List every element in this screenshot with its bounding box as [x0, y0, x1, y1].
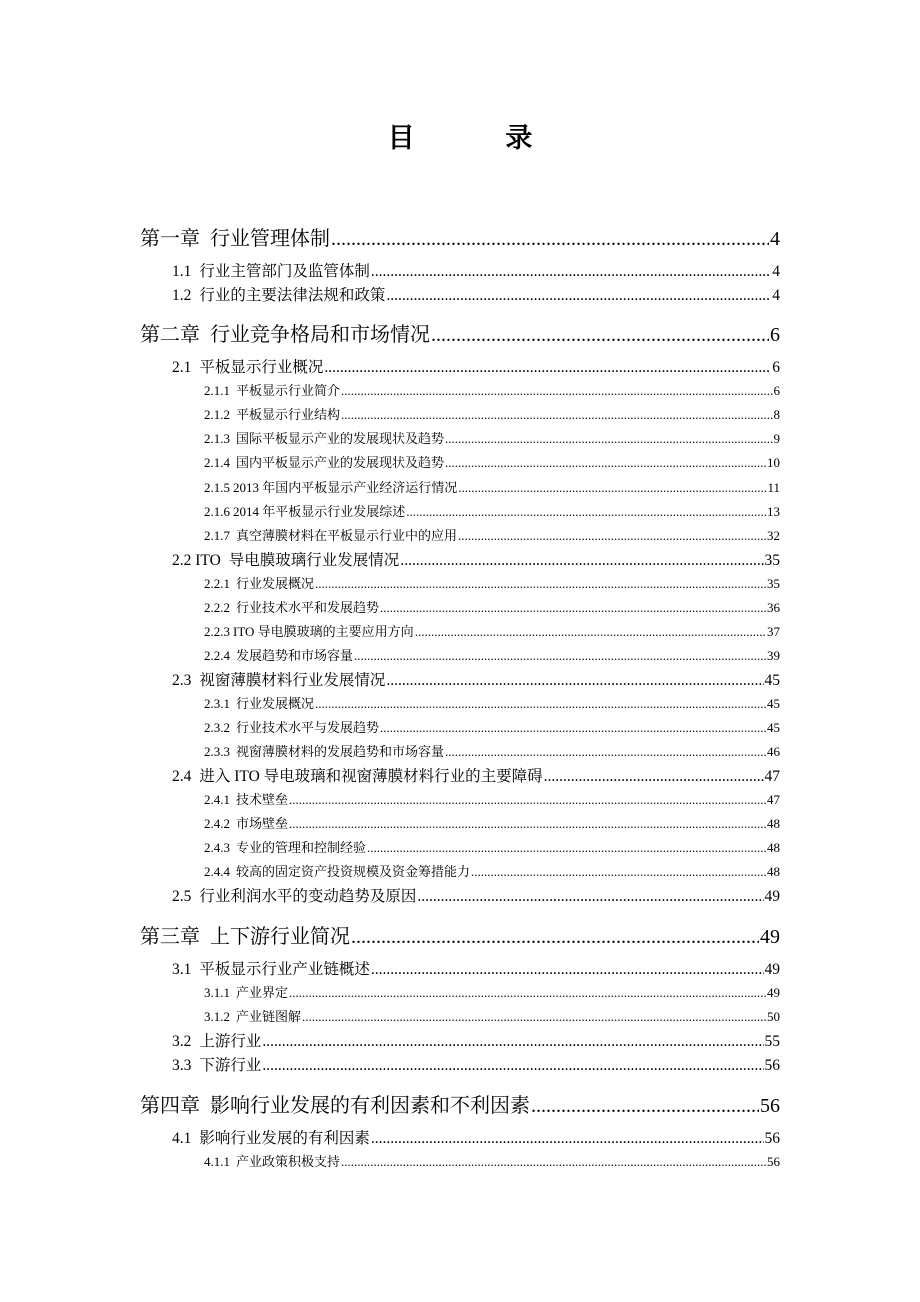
toc-entry-level-2[interactable] — [172, 668, 780, 690]
toc-entry-title: 专业的管理和控制经验 — [236, 840, 367, 855]
toc-entry-level-2[interactable] — [172, 1126, 780, 1148]
toc-entry-number: 2.2.3 — [204, 624, 230, 639]
toc-entry-number: 2.3 — [172, 672, 192, 689]
toc-entry-level-1[interactable] — [140, 318, 780, 347]
toc-entry-level-3[interactable] — [204, 1151, 780, 1170]
toc-entry-page-number: 13 — [767, 504, 780, 519]
toc-entry-number: 2.1.4 — [204, 455, 230, 470]
toc-entry-title: 真空薄膜材料在平板显示行业中的应用 — [236, 528, 458, 543]
toc-entry-title: 行业发展概况 — [236, 696, 315, 711]
toc-entry-number: 1.2 — [172, 287, 192, 304]
toc-entry-number: 第二章 — [140, 324, 200, 346]
toc-entry-title: 行业的主要法律法规和政策 — [199, 287, 386, 304]
toc-entry-level-3[interactable] — [204, 693, 780, 712]
toc-entry-page-number: 47 — [767, 792, 780, 807]
toc-entry-title: 平板显示行业结构 — [236, 407, 341, 422]
toc-entry-page-number: 48 — [767, 816, 780, 831]
toc-entry-title: 市场壁垒 — [236, 816, 289, 831]
toc-entry-page-number: 45 — [764, 672, 780, 689]
toc-entry-page-number: 9 — [773, 431, 780, 446]
toc-entry-page-number: 56 — [764, 1130, 780, 1147]
toc-entry-page-number: 6 — [773, 383, 780, 398]
toc-dot-leader — [544, 768, 764, 786]
toc-dot-leader — [380, 600, 766, 616]
toc-dot-leader — [331, 228, 769, 251]
toc-entry-level-3[interactable] — [204, 404, 780, 423]
toc-entry-title: 发展趋势和市场容量 — [236, 648, 354, 663]
toc-entry-level-3[interactable] — [204, 452, 780, 471]
toc-entry-number: 2.3.3 — [204, 744, 230, 759]
toc-dot-leader — [371, 1130, 764, 1148]
toc-dot-leader — [367, 840, 766, 856]
toc-dot-leader — [406, 504, 766, 520]
toc-entry-page-number: 47 — [764, 768, 780, 785]
toc-entry-level-2[interactable] — [172, 1053, 780, 1075]
toc-entry-title: 产业链图解 — [236, 1009, 302, 1024]
toc-entry-number: 2.1.6 — [204, 504, 230, 519]
toc-entry-page-number: 6 — [772, 359, 780, 376]
toc-entry-number: 2.3.2 — [204, 720, 230, 735]
toc-entry-title: 视窗薄膜材料行业发展情况 — [199, 672, 386, 689]
toc-entry-number: 2.1.5 — [204, 480, 230, 495]
toc-dot-leader — [380, 720, 766, 736]
toc-entry-title: 行业主管部门及监管体制 — [199, 263, 370, 280]
toc-entry-page-number: 32 — [767, 528, 780, 543]
toc-entry-number: 2.2.4 — [204, 648, 230, 663]
toc-dot-leader — [262, 1033, 763, 1051]
toc-entry-page-number: 48 — [767, 864, 780, 879]
toc-dot-leader — [400, 552, 763, 570]
toc-entry-level-3[interactable] — [204, 621, 780, 640]
toc-entry-page-number: 4 — [772, 287, 780, 304]
toc-entry-level-1[interactable] — [140, 920, 780, 949]
toc-entry-level-2[interactable] — [172, 1029, 780, 1051]
toc-entry-page-number: 50 — [767, 1009, 780, 1024]
toc-entry-page-number: 46 — [767, 744, 780, 759]
toc-entry-title: 国内平板显示产业的发展现状及趋势 — [236, 455, 445, 470]
toc-entry-number: 2.4.3 — [204, 840, 230, 855]
toc-entry-page-number: 55 — [764, 1033, 780, 1050]
toc-entry-number: 3.1 — [172, 961, 192, 978]
toc-entry-number: 2.1.1 — [204, 383, 230, 398]
toc-entry-title: 较高的固定资产投资规模及资金筹措能力 — [236, 864, 471, 879]
toc-dot-leader — [289, 816, 766, 832]
page-title: 目 录 — [387, 123, 575, 153]
toc-entry-page-number: 11 — [767, 480, 780, 495]
toc-entry-level-3[interactable] — [204, 813, 780, 832]
toc-dot-leader — [324, 359, 771, 377]
toc-dot-leader — [431, 324, 769, 347]
toc-entry-level-3[interactable] — [204, 597, 780, 616]
toc-entry-number: 3.1.2 — [204, 1009, 230, 1024]
toc-entry-number: 2.1 — [172, 359, 192, 376]
toc-entry-level-3[interactable] — [204, 837, 780, 856]
toc-entry-number: 2.3.1 — [204, 696, 230, 711]
toc-entry-page-number: 49 — [767, 985, 780, 1000]
toc-entry-number: 第三章 — [140, 926, 200, 948]
toc-dot-leader — [386, 287, 771, 305]
toc-entry-level-3[interactable] — [204, 525, 780, 544]
toc-entry-page-number: 4 — [770, 228, 780, 250]
toc-entry-title: 平板显示行业产业链概述 — [199, 961, 370, 978]
toc-entry-level-2[interactable] — [172, 548, 780, 570]
toc-entry-level-3[interactable] — [204, 501, 780, 520]
toc-entry-level-3[interactable] — [204, 861, 780, 880]
toc-entry-number: 2.2.2 — [204, 600, 230, 615]
toc-dot-leader — [458, 528, 766, 544]
toc-entry-level-3[interactable] — [204, 741, 780, 760]
toc-entry-number: 2.2.1 — [204, 576, 230, 591]
toc-entry-number: 2.4.1 — [204, 792, 230, 807]
toc-entry-page-number: 49 — [764, 888, 780, 905]
toc-entry-number: 4.1.1 — [204, 1154, 230, 1169]
toc-entry-level-2[interactable] — [172, 957, 780, 979]
toc-entry-level-3[interactable] — [204, 982, 780, 1001]
toc-dot-leader — [386, 672, 763, 690]
toc-entry-page-number: 56 — [764, 1057, 780, 1074]
toc-entry-level-2[interactable] — [172, 259, 780, 281]
toc-entry-title: 平板显示行业简介 — [236, 383, 341, 398]
toc-entry-page-number: 4 — [772, 263, 780, 280]
toc-entry-page-number: 39 — [767, 648, 780, 663]
toc-dot-leader — [351, 926, 759, 949]
toc-entry-title: 下游行业 — [199, 1057, 262, 1074]
toc-entry-level-3[interactable] — [204, 477, 780, 496]
toc-entry-title: 国际平板显示产业的发展现状及趋势 — [236, 431, 445, 446]
toc-entry-page-number: 37 — [767, 624, 780, 639]
toc-entry-title: 行业管理体制 — [210, 228, 330, 250]
toc-dot-leader — [289, 985, 766, 1001]
toc-entry-level-3[interactable] — [204, 717, 780, 736]
toc-entry-title: 导电膜玻璃行业发展情况 — [228, 552, 400, 569]
toc-dot-leader — [371, 961, 764, 979]
toc-entry-number: 第一章 — [140, 228, 200, 250]
toc-dot-leader — [445, 431, 772, 447]
toc-entry-title: 进入 ITO 导电玻璃和视窗薄膜材料行业的主要障碍 — [199, 768, 543, 785]
toc-entry-number: 3.2 — [172, 1033, 192, 1050]
toc-entry-title: 行业技术水平与发展趋势 — [236, 720, 380, 735]
toc-entry-page-number: 6 — [770, 324, 780, 346]
toc-dot-leader — [315, 696, 766, 712]
toc-dot-leader — [445, 744, 766, 760]
toc-dot-leader — [371, 263, 771, 281]
toc-dot-leader — [302, 1009, 766, 1025]
toc-entry-level-3[interactable] — [204, 573, 780, 592]
toc-dot-leader — [341, 383, 772, 399]
toc-entry-title: 上下游行业简况 — [210, 926, 350, 948]
toc-dot-leader — [262, 1057, 763, 1075]
toc-entry-level-2[interactable] — [172, 283, 780, 305]
toc-entry-page-number: 49 — [760, 926, 780, 948]
toc-entry-page-number: 35 — [764, 552, 780, 569]
toc-entry-title: 产业界定 — [236, 985, 289, 1000]
toc-entry-number: 3.3 — [172, 1057, 192, 1074]
toc-entry-page-number: 8 — [773, 407, 780, 422]
toc-entry-level-3[interactable] — [204, 428, 780, 447]
toc-entry-level-1[interactable] — [140, 222, 780, 251]
toc-entry-level-3[interactable] — [204, 789, 780, 808]
toc-entry-number: 2.2 ITO — [172, 552, 221, 569]
toc-dot-leader — [471, 864, 766, 880]
toc-entry-number: 4.1 — [172, 1130, 192, 1147]
toc-entry-page-number: 35 — [767, 576, 780, 591]
toc-entry-page-number: 45 — [767, 696, 780, 711]
toc-dot-leader — [341, 407, 772, 423]
toc-entry-page-number: 49 — [764, 961, 780, 978]
toc-entry-title: 影响行业发展的有利因素和不利因素 — [210, 1095, 530, 1117]
toc-entry-number: 3.1.1 — [204, 985, 230, 1000]
toc-entry-level-3[interactable] — [204, 380, 780, 399]
toc-entry-number: 1.1 — [172, 263, 192, 280]
toc-entry-title: 行业发展概况 — [236, 576, 315, 591]
toc-entry-level-2[interactable] — [172, 884, 780, 906]
toc-entry-title: 行业利润水平的变动趋势及原因 — [199, 888, 417, 905]
toc-entry-page-number: 10 — [767, 455, 780, 470]
toc-entry-level-3[interactable] — [204, 1006, 780, 1025]
toc-entry-page-number: 36 — [767, 600, 780, 615]
toc-entry-page-number: 56 — [767, 1154, 780, 1169]
toc-entry-title: 技术壁垒 — [236, 792, 289, 807]
toc-dot-leader — [341, 1154, 766, 1170]
toc-dot-leader — [289, 792, 766, 808]
toc-entry-level-2[interactable] — [172, 764, 780, 786]
toc-entry-title: 产业政策积极支持 — [236, 1154, 341, 1169]
toc-dot-leader — [315, 576, 766, 592]
toc-entry-title: 行业竞争格局和市场情况 — [210, 324, 430, 346]
toc-entry-title: 2014 年平板显示行业发展综述 — [233, 504, 406, 519]
toc-entry-level-2[interactable] — [172, 355, 780, 377]
toc-entry-number: 第四章 — [140, 1095, 200, 1117]
toc-entry-level-1[interactable] — [140, 1089, 780, 1118]
toc-entry-number: 2.1.3 — [204, 431, 230, 446]
toc-entry-title: 视窗薄膜材料的发展趋势和市场容量 — [236, 744, 445, 759]
toc-dot-leader — [458, 480, 766, 496]
toc-entry-title: 上游行业 — [199, 1033, 262, 1050]
toc-dot-leader — [354, 648, 766, 664]
toc-entry-level-3[interactable] — [204, 645, 780, 664]
toc-dot-leader — [417, 888, 763, 906]
toc-dot-leader — [531, 1095, 759, 1118]
toc-entry-number: 2.4 — [172, 768, 192, 785]
toc-entry-title: 2013 年国内平板显示产业经济运行情况 — [233, 480, 458, 495]
toc-entry-title: 行业技术水平和发展趋势 — [236, 600, 380, 615]
toc-entry-page-number: 45 — [767, 720, 780, 735]
toc-entry-number: 2.5 — [172, 888, 192, 905]
toc-entry-number: 2.4.4 — [204, 864, 230, 879]
toc-dot-leader — [445, 455, 766, 471]
toc-dot-leader — [415, 624, 766, 640]
toc-entry-number: 2.1.7 — [204, 528, 230, 543]
toc-entry-page-number: 48 — [767, 840, 780, 855]
toc-entry-title: 平板显示行业概况 — [199, 359, 324, 376]
toc-entry-title: ITO 导电膜玻璃的主要应用方向 — [233, 624, 414, 639]
toc-entry-title: 影响行业发展的有利因素 — [199, 1130, 370, 1147]
toc-entry-number: 2.4.2 — [204, 816, 230, 831]
toc-entry-page-number: 56 — [760, 1095, 780, 1117]
toc-entry-number: 2.1.2 — [204, 407, 230, 422]
